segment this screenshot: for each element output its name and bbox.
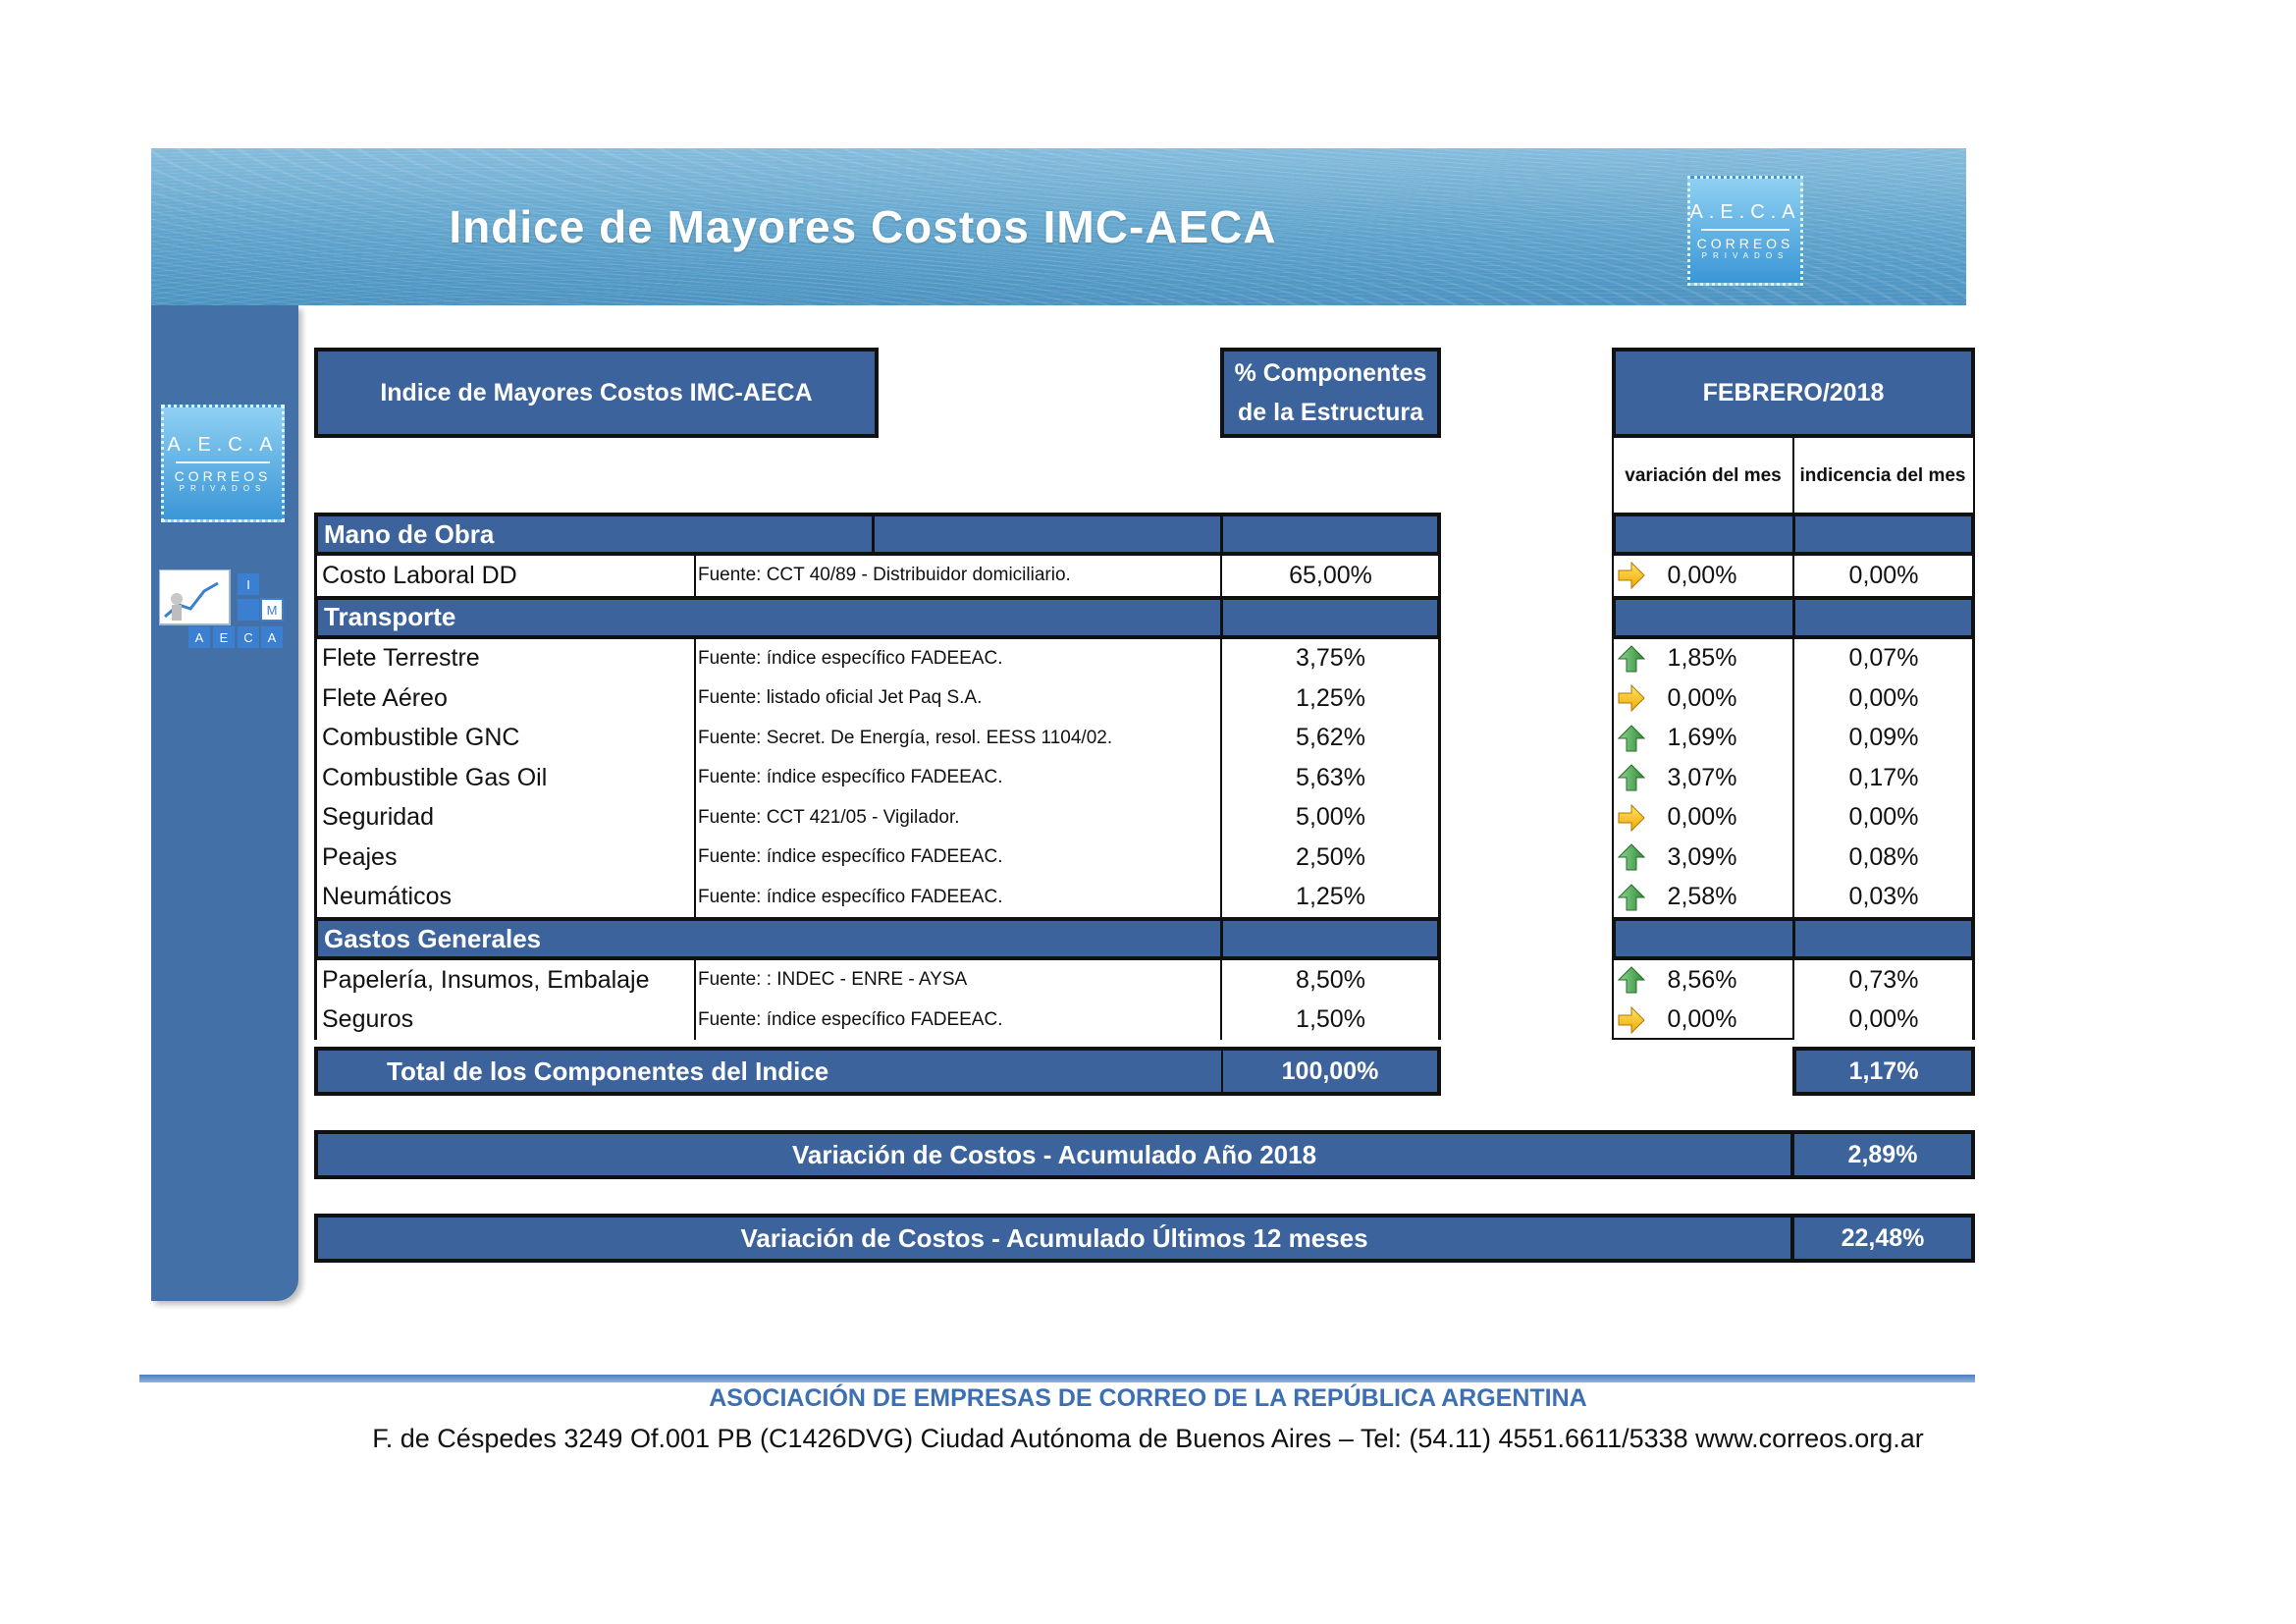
row-incidence: 0,73%: [1848, 965, 1919, 994]
table-rule: [1220, 960, 1222, 1040]
aeca-logo-banner: [1687, 176, 1803, 286]
total-label: Total de los Componentes del Indice: [387, 1056, 829, 1086]
section-divider: [1792, 917, 1795, 960]
row-incidence: 0,07%: [1848, 644, 1919, 673]
summary-12m-value-cell: [1790, 1218, 1971, 1259]
logo-divider: [176, 461, 270, 463]
structure-header-line1: % Componentes: [1234, 359, 1427, 387]
row-source: Fuente: índice específico FADEEAC.: [698, 767, 1003, 788]
row-label: Seguridad: [322, 803, 434, 832]
table-rule: [694, 960, 696, 1040]
row-label: Combustible Gas Oil: [322, 763, 548, 791]
row-incidence: 0,03%: [1848, 883, 1919, 911]
row-label: Combustible GNC: [322, 724, 520, 752]
footer-org-name: ASOCIACIÓN DE EMPRESAS DE CORREO DE LA REPÚBLICA ARGENTINA: [709, 1384, 1587, 1412]
summary-row-year: [314, 1130, 1975, 1179]
section-name: Mano de Obra: [324, 518, 495, 549]
total-row: [314, 1047, 1441, 1096]
row-source: Fuente: Secret. De Energía, resol. EESS 1104/02.: [698, 727, 1113, 748]
logo-text-correos: CORREOS: [1696, 236, 1794, 251]
section-divider: [1220, 596, 1223, 639]
summary-row-12m: [314, 1214, 1975, 1263]
total-pct: 100,00%: [1281, 1056, 1379, 1085]
col-header-variation: [1612, 438, 1794, 514]
table-rule: [314, 639, 317, 918]
row-structure-pct: 5,00%: [1296, 803, 1365, 832]
col-header-variation-text: variación del mes: [1625, 465, 1782, 486]
aeca-logo-sidebar: [161, 405, 285, 522]
section-name: Gastos Generales: [324, 923, 542, 953]
section-divider: [1220, 917, 1223, 960]
row-incidence: 0,17%: [1848, 763, 1919, 791]
row-structure-pct: 5,63%: [1296, 763, 1365, 791]
table-rule: [1438, 639, 1441, 918]
row-variation: 1,85%: [1667, 644, 1737, 673]
header-banner: [151, 148, 1966, 305]
chart-icon-letter: A: [194, 630, 204, 645]
table-rule: [1220, 639, 1222, 918]
col-header-incidence-text: indicencia del mes: [1799, 465, 1966, 486]
row-structure-pct: 2,50%: [1296, 842, 1365, 871]
chart-icon-letter: I: [246, 577, 250, 592]
row-variation: 3,09%: [1667, 842, 1737, 871]
row-label: Flete Terrestre: [322, 644, 480, 673]
table-rule: [694, 556, 696, 596]
row-source: Fuente: : INDEC - ENRE - AYSA: [698, 969, 968, 991]
section-divider: [872, 513, 875, 556]
row-incidence: 0,08%: [1848, 842, 1919, 871]
row-incidence: 0,09%: [1848, 724, 1919, 752]
row-source: Fuente: CCT 40/89 - Distribuidor domiciliario.: [698, 565, 1071, 586]
row-variation: 0,00%: [1667, 803, 1737, 832]
table-rule: [1612, 1038, 1792, 1040]
table-title: [314, 348, 879, 438]
section-divider: [1220, 513, 1223, 556]
row-incidence: 0,00%: [1848, 683, 1919, 712]
table-rule: [1438, 556, 1441, 596]
row-variation: 2,58%: [1667, 883, 1737, 911]
table-rule: [1972, 960, 1975, 1040]
row-label: Neumáticos: [322, 883, 452, 911]
summary-12m-label: Variación de Costos - Acumulado Últimos 12 meses: [740, 1222, 1368, 1253]
table-title-text: Indice de Mayores Costos IMC-AECA: [380, 379, 813, 406]
row-structure-pct: 1,25%: [1296, 683, 1365, 712]
row-source: Fuente: índice específico FADEEAC.: [698, 846, 1003, 868]
row-incidence: 0,00%: [1848, 1005, 1919, 1034]
row-incidence: 0,00%: [1848, 803, 1919, 832]
logo-text-privados: PRIVADOS: [1701, 251, 1789, 260]
table-rule: [1792, 960, 1794, 1040]
row-source: Fuente: CCT 421/05 - Vigilador.: [698, 806, 960, 828]
logo-text-aeca: A.E.C.A: [167, 434, 279, 456]
row-variation: 8,56%: [1667, 965, 1737, 994]
chart-icon-letter: C: [243, 630, 253, 645]
table-rule: [1612, 960, 1614, 1040]
summary-year-label: Variación de Costos - Acumulado Año 2018: [791, 1139, 1317, 1169]
table-rule: [1612, 556, 1614, 596]
row-structure-pct: 1,25%: [1296, 883, 1365, 911]
footer-divider: [139, 1375, 1975, 1382]
row-variation: 0,00%: [1667, 1005, 1737, 1034]
row-structure-pct: 5,62%: [1296, 724, 1365, 752]
total-pct-cell: [1221, 1051, 1437, 1092]
row-variation: 3,07%: [1667, 763, 1737, 791]
col-header-incidence: [1792, 438, 1975, 514]
row-source: Fuente: índice específico FADEEAC.: [698, 886, 1003, 907]
total-incidence-value: 1,17%: [1848, 1056, 1919, 1085]
row-label: Flete Aéreo: [322, 683, 448, 712]
table-rule: [1972, 556, 1975, 596]
imc-chart-icon: [159, 569, 287, 652]
total-incidence: [1792, 1047, 1975, 1096]
period-header: [1612, 348, 1975, 438]
structure-header-line2: de la Estructura: [1238, 399, 1423, 426]
logo-text-aeca: A.E.C.A: [1689, 201, 1801, 223]
row-incidence: 0,00%: [1848, 561, 1919, 589]
section-header: [314, 596, 1441, 639]
row-source: Fuente: listado oficial Jet Paq S.A.: [698, 687, 983, 709]
row-label: Peajes: [322, 842, 398, 871]
chart-icon-letter: A: [267, 630, 277, 645]
table-rule: [1612, 639, 1614, 918]
row-source: Fuente: índice específico FADEEAC.: [698, 647, 1003, 669]
summary-12m-value: 22,48%: [1841, 1223, 1925, 1252]
row-variation: 1,69%: [1667, 724, 1737, 752]
row-structure-pct: 1,50%: [1296, 1005, 1365, 1034]
section-divider: [1792, 513, 1795, 556]
footer-address: F. de Céspedes 3249 Of.001 PB (C1426DVG) Ciudad Autónoma de Buenos Aires – Tel: (54.11) 4551.6611/5338 www.correos.org.ar: [372, 1424, 1924, 1453]
row-variation: 0,00%: [1667, 683, 1737, 712]
row-structure-pct: 8,50%: [1296, 965, 1365, 994]
logo-text-privados: PRIVADOS: [179, 484, 267, 493]
table-rule: [314, 556, 317, 596]
table-rule: [314, 960, 317, 1040]
row-label: Papelería, Insumos, Embalaje: [322, 965, 650, 994]
section-divider: [1792, 596, 1795, 639]
row-source: Fuente: índice específico FADEEAC.: [698, 1008, 1003, 1030]
table-rule: [1220, 556, 1222, 596]
summary-year-value-cell: [1790, 1134, 1971, 1175]
chart-icon-letter: E: [219, 630, 229, 645]
table-rule: [1438, 960, 1441, 1040]
period-label: FEBRERO/2018: [1702, 379, 1885, 406]
row-variation: 0,00%: [1667, 561, 1737, 589]
banner-title: Indice de Mayores Costos IMC-AECA: [449, 201, 1277, 252]
section-name: Transporte: [324, 602, 456, 631]
table-rule: [1972, 639, 1975, 918]
row-label: Seguros: [322, 1005, 414, 1034]
table-rule: [694, 639, 696, 918]
row-structure-pct: 65,00%: [1289, 561, 1372, 589]
chart-icon-letter: M: [266, 603, 278, 618]
summary-year-value: 2,89%: [1847, 1140, 1918, 1168]
structure-header: [1220, 348, 1441, 438]
table-rule: [1792, 639, 1794, 918]
logo-divider: [1701, 229, 1789, 231]
row-label: Costo Laboral DD: [322, 561, 517, 589]
row-structure-pct: 3,75%: [1296, 644, 1365, 673]
table-rule: [1792, 556, 1794, 596]
logo-text-correos: CORREOS: [174, 468, 272, 484]
